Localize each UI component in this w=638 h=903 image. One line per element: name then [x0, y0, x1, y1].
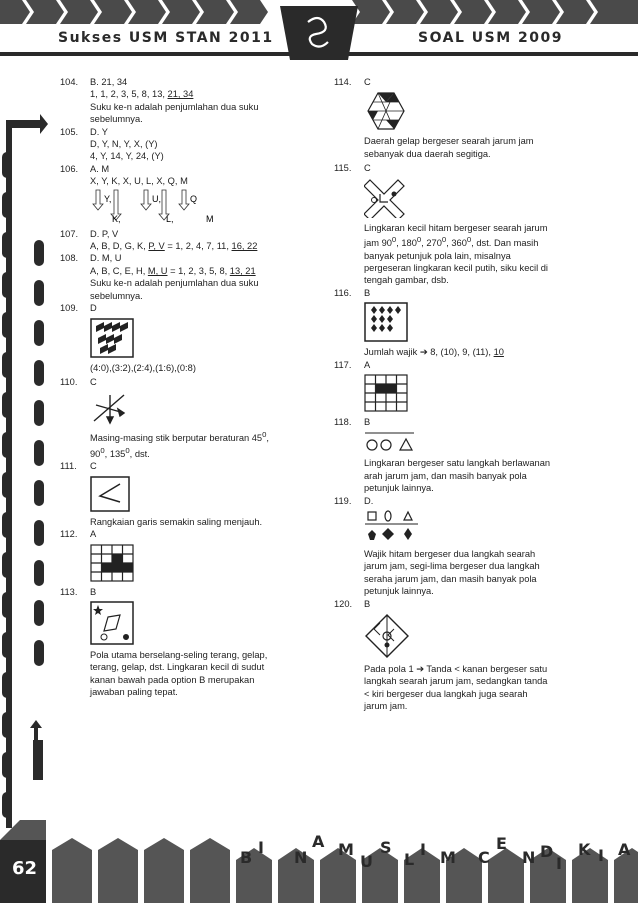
answer-110: 110. C Masing-masing stik berputar beraturan $45^0$, $90^0$, $135^0$, dst. — [60, 376, 269, 459]
figure-118 — [364, 431, 416, 453]
answer-107: 107. D. P, V A, B, D, G, K, P, V = 1, 2, 4, 7, 11, 16, 22 — [60, 228, 258, 252]
left-column — [60, 76, 320, 699]
right-column — [334, 76, 594, 713]
answer-119: 119. D. Wajik hitam bergeser dua langkah searah jarum jam, segi-lima bergeser dua langkah seraha jarum jam, dan masih banyak pola petunjuk lainnya. — [334, 495, 540, 597]
answer-106: 106. A. M X, Y, K, X, U, L, X, Q, M Y, U, Q K, L, M — [60, 163, 320, 224]
answer-116: 116. B Jumlah wajik ➔ 8, (10), 9, (11), 10 — [334, 287, 504, 358]
figure-109 — [90, 318, 134, 358]
figure-111 — [90, 476, 130, 512]
answer-105: 105. D. Y D, Y, N, Y, X, (Y) 4, Y, 14, Y, 24, (Y) — [60, 126, 164, 162]
answer-113: 113. B Pola utama berselang-seling terang, gelap, terang, gelap, dst. Lingkaran kecil di sudut kanan bawah pada option B merupakan jawaban paling tepat. — [60, 586, 268, 698]
header-right-title: SOAL USM 2009 — [418, 30, 563, 46]
answer-108: 108. D. M, U A, B, C, E, H, M, U = 1, 2, 3, 5, 8, 13, 21 Suku ke-n adalah penjumlahan dua suku sebelumnya. — [60, 253, 259, 301]
figure-110 — [90, 391, 130, 425]
figure-113 — [90, 601, 134, 645]
figure-112 — [90, 544, 134, 582]
figure-120 — [364, 613, 410, 659]
svg-text:L,: L, — [166, 213, 174, 224]
figure-119 — [364, 510, 420, 544]
footer-brand: B I N A M U S L I M C E N D I K I A — [240, 832, 631, 873]
right-arrow-icon: ➔ — [416, 664, 425, 675]
answer-104: 104. B. 21, 34 1, 1, 2, 3, 5, 8, 13, 21, 34 Suku ke-n adalah penjumlahan dua suku sebelumnya. — [60, 77, 259, 125]
answer-120: 120. B Pada pola 1 ➔ Tanda < kanan bergeser satu langkah searah jarum jam, sedangkan tanda < kiri bergeser dua langkah juga searah jarum jam. — [334, 598, 548, 712]
answer-114: 114. C Daerah gelap bergeser searah jarum jam sebanyak dua daerah segitiga. — [334, 77, 534, 159]
figure-116 — [364, 302, 408, 342]
side-decoration — [0, 60, 50, 860]
answer-109: 109. D (4:0),(3:2),(2:4),(1:6),(0:8) — [60, 303, 196, 373]
figure-114 — [364, 91, 408, 131]
svg-text:K,: K, — [112, 213, 121, 224]
answer-117: 117. A — [334, 359, 594, 412]
sequence-arrows-figure — [90, 188, 240, 224]
answer-111: 111. C Rangkaian garis semakin saling menjauh. — [60, 461, 263, 527]
page-number: 62 — [12, 858, 38, 879]
answer-118: 118. B Lingkaran bergeser satu langkah berlawanan arah jarum jam, dan masih banyak pola petunjuk lainnya. — [334, 416, 551, 494]
answer-112: 112. A — [60, 528, 320, 581]
figure-117 — [364, 374, 408, 412]
svg-text:Y,: Y, — [104, 193, 112, 204]
svg-text:M: M — [206, 213, 214, 224]
header-left-title: Sukses USM STAN 2011 — [58, 30, 274, 46]
svg-text:U,: U, — [152, 193, 161, 204]
figure-115 — [364, 178, 408, 218]
page-footer — [0, 820, 638, 903]
answer-115: 115. C Lingkaran kecil hitam bergeser searah jarum jam $90^0$, $180^0$, $270^0$, $360^0$, dst. Dan masih banyak petunjuk pola lain, misalnya pergeseran lingkaran kecil putih, siku kecil di tengah gambar, dsb. — [334, 163, 548, 286]
right-arrow-icon: ➔ — [419, 347, 428, 358]
svg-text:Q: Q — [190, 193, 198, 204]
